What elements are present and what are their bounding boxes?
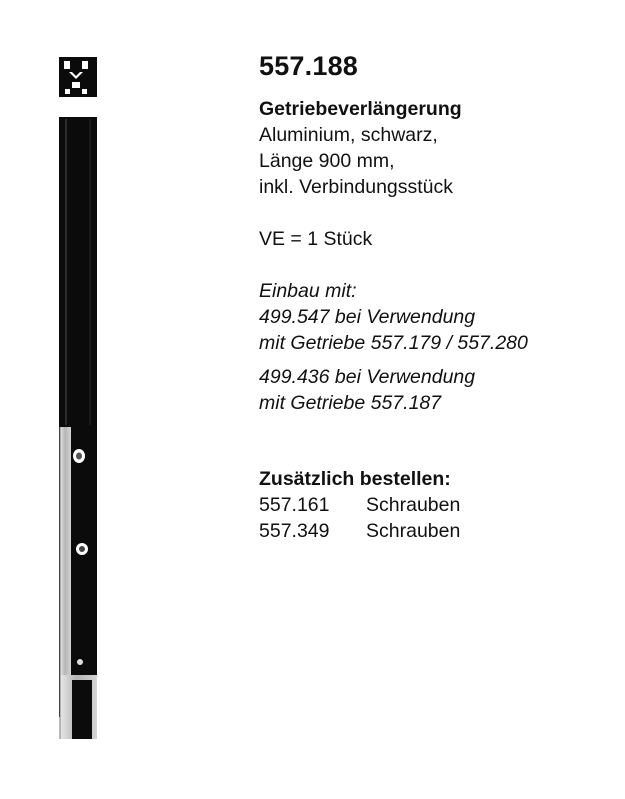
connector-piece xyxy=(60,427,97,739)
product-info xyxy=(259,50,619,544)
packaging-unit: VE = 1 Stück xyxy=(259,228,373,250)
order-item-number: 557.161 xyxy=(259,494,330,516)
article-number: 557.188 xyxy=(259,51,358,81)
order-item-name: Schrauben xyxy=(366,520,461,542)
description-line: inkl. Verbindungsstück xyxy=(259,176,454,198)
product-image xyxy=(52,55,112,745)
installation-option-line: mit Getriebe 557.179 / 557.280 xyxy=(259,332,528,354)
profile-cross-section xyxy=(59,57,97,97)
additional-order-heading: Zusätzlich bestellen: xyxy=(259,468,451,490)
installation-option-line: mit Getriebe 557.187 xyxy=(259,392,442,414)
screw-hole-icon xyxy=(77,659,83,665)
order-item-name: Schrauben xyxy=(366,494,461,516)
installation-option-line: 499.436 bei Verwendung xyxy=(259,366,476,388)
description-line: Aluminium, schwarz, xyxy=(259,124,438,146)
screw-hole-icon xyxy=(73,449,85,463)
screw-hole-icon xyxy=(76,543,88,555)
order-item-number: 557.349 xyxy=(259,520,330,542)
installation-option-line: 499.547 bei Verwendung xyxy=(259,306,476,328)
order-item xyxy=(259,518,619,544)
description-line: Länge 900 mm, xyxy=(259,150,395,172)
order-item xyxy=(259,492,619,518)
installation-heading: Einbau mit: xyxy=(259,280,357,302)
product-name: Getriebeverlängerung xyxy=(259,98,462,120)
